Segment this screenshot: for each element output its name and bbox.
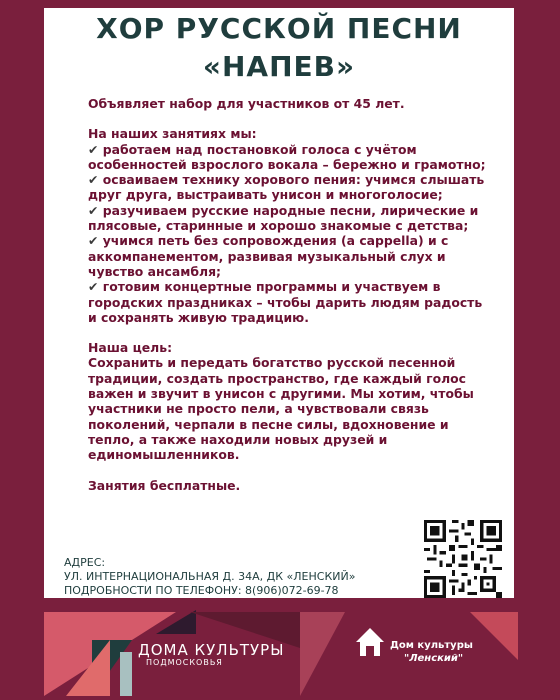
check-icon: ✔	[88, 141, 99, 157]
dk-lenskiy-logo-icon	[356, 628, 384, 656]
list-item: ✔ готовим концертные программы и участвуем в городских праздниках – чтобы дарить людям радость и сохранять живую традицию.	[88, 279, 483, 325]
intro-text: Объявляет набор для участников от 45 лет.	[88, 96, 405, 111]
phone-text: ПОДРОБНОСТИ ПО ТЕЛЕФОНУ: 8(906)072-69-78	[64, 584, 339, 597]
announcement-body	[88, 96, 488, 493]
address-text: УЛ. ИНТЕРНАЦИОНАЛЬНАЯ Д. 34А, ДК «ЛЕНСКИЙ»	[64, 570, 356, 583]
check-icon: ✔	[88, 202, 99, 218]
poster-card	[44, 8, 514, 598]
list-item: ✔ разучиваем русские народные песни, лирические и плясовые, старинные и хорошо знакомые с детства;	[88, 202, 479, 234]
logo-lenskiy-subtitle: "Ленский"	[404, 653, 464, 664]
list-item: ✔ учимся петь без сопровождения (a cappella) и с аккомпанементом, развивая музыкальный слух и чувство ансамбля;	[88, 233, 449, 279]
check-icon: ✔	[88, 172, 99, 188]
address-label: АДРЕС:	[64, 556, 106, 569]
goal-heading: Наша цель:	[88, 340, 173, 356]
lessons-heading: На наших занятиях мы:	[88, 126, 257, 142]
list-item: ✔ осваиваем технику хорового пения: учимся слышать друг друга, выстраивать унисон и многоголосие;	[88, 172, 485, 203]
goal-text: Сохранить и передать богатство русской песенной традиции, создать пространство, где каждый голос важен и звучит в унисон с другими. Мы хотим, чтобы участники не просто пели, а чувствовали связь поколений, черпали в песне силы, вдохновение и тепло, а также находили новых друзей и единомышленников.	[88, 355, 474, 463]
logo-podmoskovya-subtitle: ПОДМОСКОВЬЯ	[146, 658, 223, 667]
logo-lenskiy-title: Дом культуры	[390, 640, 473, 651]
qr-code[interactable]	[424, 520, 502, 598]
free-note: Занятия бесплатные.	[88, 477, 241, 493]
title-line-2: «НАПЕВ»	[202, 50, 356, 83]
footer-decor-shape-3	[470, 612, 518, 660]
contact-block	[64, 556, 404, 598]
title-line-1: ХОР РУССКОЙ ПЕСНИ	[96, 12, 462, 45]
list-item: ✔ работаем над постановкой голоса с учётом особенностей взрослого вокала – бережно и грамотно;	[88, 141, 486, 172]
footer-decor-shape-2	[300, 612, 345, 696]
logo-podmoskovya-title: ДОМА КУЛЬТУРЫ	[138, 641, 285, 659]
check-icon: ✔	[88, 279, 99, 295]
check-icon: ✔	[88, 233, 99, 249]
